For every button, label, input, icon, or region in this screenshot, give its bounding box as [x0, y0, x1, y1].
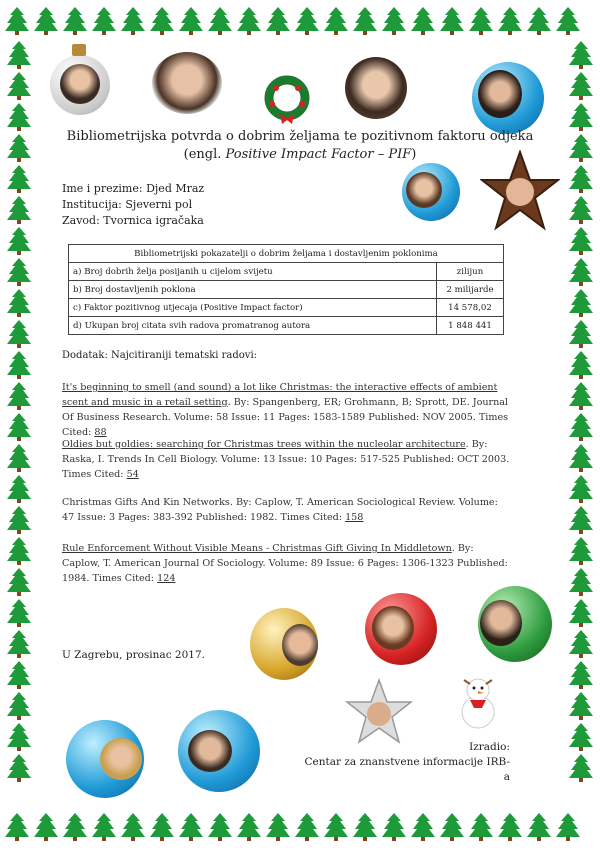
tree-icon	[294, 812, 320, 842]
tree-icon	[265, 6, 291, 36]
tree-icon	[236, 812, 262, 842]
tree-icon	[4, 6, 30, 36]
times-cited-link[interactable]: 124	[157, 573, 176, 584]
tree-icon	[323, 6, 349, 36]
avatar	[372, 606, 414, 650]
table-row: b) Broj dostavljenih poklona 2 milijarde	[69, 281, 504, 299]
avatar	[60, 64, 100, 104]
tree-icon	[568, 443, 594, 473]
department-label: Zavod:	[62, 214, 100, 227]
made-by-label: Izradio:	[469, 741, 510, 753]
table-row: a) Broj dobrih želja posijanih u cijelom svijetu zilijun	[69, 263, 504, 281]
department-value: Tvornica igračaka	[103, 214, 204, 227]
tree-icon	[439, 812, 465, 842]
table-header: Bibliometrijski pokazatelji o dobrim željama i dostavljenim poklonima	[69, 245, 504, 263]
tree-icon	[568, 691, 594, 721]
recipient-info	[62, 181, 204, 229]
tree-icon	[6, 226, 32, 256]
tree-icon	[91, 812, 117, 842]
tree-icon	[468, 812, 494, 842]
appendix-note: Dodatak: Najcitiraniji tematski radovi:	[62, 350, 258, 361]
tree-icon	[352, 6, 378, 36]
reference-link[interactable]: It's beginning to smell (and sound) a lot like Christmas: the interactive effects of ambient scent and music in a retail setting	[62, 382, 498, 408]
tree-icon	[33, 812, 59, 842]
tree-icon	[568, 629, 594, 659]
tree-icon	[6, 660, 32, 690]
tree-icon	[6, 753, 32, 783]
reference-item: It's beginning to smell (and sound) a lot like Christmas: the interactive effects of ambient scent and music in a retail setting. By: Spangenberg, ER; Grohmann, B; Sprott, DE. Journal Of Business Research. Volume: 58 Issue: 11 Pages: 1583-1589 Published: NOV 2005. Times Cited: 88	[62, 382, 509, 438]
avatar	[478, 70, 522, 118]
institution-value: Sjeverni pol	[125, 198, 193, 211]
reference-link[interactable]: Oldies but goldies: searching for Christmas trees within the nucleolar architecture	[62, 439, 466, 450]
tree-icon	[352, 812, 378, 842]
tree-icon	[323, 812, 349, 842]
avatar	[345, 57, 407, 119]
tree-icon	[6, 381, 32, 411]
title-line-2: (engl. Positive Impact Factor – PIF)	[183, 147, 417, 162]
tree-icon	[207, 812, 233, 842]
tree-icon	[526, 6, 552, 36]
tree-icon	[568, 350, 594, 380]
table-row: c) Faktor pozitivnog utjecaja (Positive Impact factor) 14 578,02	[69, 299, 504, 317]
tree-icon	[6, 412, 32, 442]
reference-item: Oldies but goldies: searching for Christmas trees within the nucleolar architecture. By: Raska, I. Trends In Cell Biology. Volume: 13 Issue: 10 Pages: 517-525 Published: OCT 2003. Times Cited: 54	[62, 439, 510, 480]
tree-icon	[294, 6, 320, 36]
tree-icon	[6, 629, 32, 659]
tree-icon	[568, 722, 594, 752]
tree-icon	[468, 6, 494, 36]
tree-icon	[6, 474, 32, 504]
times-cited-link[interactable]: 54	[126, 469, 139, 480]
tree-icon	[120, 6, 146, 36]
tree-icon	[62, 812, 88, 842]
tree-icon	[178, 6, 204, 36]
tree-icon	[568, 71, 594, 101]
avatar	[406, 172, 442, 208]
tree-icon	[568, 753, 594, 783]
tree-icon	[6, 195, 32, 225]
reference-link[interactable]: Rule Enforcement Without Visible Means - Christmas Gift Giving In Middletown	[62, 543, 452, 554]
tree-icon	[6, 133, 32, 163]
tree-icon	[6, 71, 32, 101]
title-line-1: Bibliometrijska potvrda o dobrim željama te pozitivnom faktoru odjeka	[66, 129, 534, 144]
tree-icon	[6, 536, 32, 566]
tree-icon	[568, 381, 594, 411]
tree-icon	[62, 6, 88, 36]
tree-icon	[568, 288, 594, 318]
tree-icon	[410, 6, 436, 36]
tree-icon	[6, 40, 32, 70]
tree-icon	[568, 133, 594, 163]
tree-icon	[568, 598, 594, 628]
tree-icon	[6, 288, 32, 318]
avatar	[188, 730, 232, 772]
made-by	[300, 740, 510, 785]
tree-icon	[497, 6, 523, 36]
tree-icon	[207, 6, 233, 36]
name-value: Djed Mraz	[146, 182, 205, 195]
tree-icon	[568, 102, 594, 132]
tree-icon	[568, 226, 594, 256]
page-title	[60, 128, 540, 164]
tree-icon	[381, 812, 407, 842]
tree-icon	[439, 6, 465, 36]
tree-icon	[6, 102, 32, 132]
tree-icon	[568, 257, 594, 287]
tree-icon	[381, 6, 407, 36]
star-ornament-icon	[345, 678, 413, 746]
avatar	[152, 52, 222, 114]
tree-icon	[33, 6, 59, 36]
avatar	[282, 624, 318, 666]
place-date: U Zagrebu, prosinac 2017.	[62, 649, 205, 661]
times-cited-link[interactable]: 88	[94, 427, 107, 438]
ornament-cap	[72, 44, 86, 56]
tree-icon	[568, 319, 594, 349]
tree-icon	[497, 812, 523, 842]
tree-icon	[6, 319, 32, 349]
tree-icon	[6, 598, 32, 628]
tree-icon	[526, 812, 552, 842]
tree-icon	[568, 40, 594, 70]
tree-icon	[568, 567, 594, 597]
times-cited-link[interactable]: 158	[345, 512, 364, 523]
tree-icon	[6, 443, 32, 473]
tree-icon	[568, 505, 594, 535]
tree-icon	[6, 505, 32, 535]
tree-icon	[4, 812, 30, 842]
institution-label: Institucija:	[62, 198, 122, 211]
title-italic: Positive Impact Factor – PIF	[225, 147, 412, 162]
reference-item: Christmas Gifts And Kin Networks. By: Caplow, T. American Sociological Review. Volume: 47 Issue: 3 Pages: 383-392 Published: 1982. Times Cited: 158	[62, 497, 498, 523]
reference-item: Rule Enforcement Without Visible Means - Christmas Gift Giving In Middletown. By: Caplow, T. American Journal Of Sociology. Volume: 89 Issue: 6 Pages: 1306-1323 Published: 1984. Times Cited: 124	[62, 543, 508, 584]
tree-icon	[120, 812, 146, 842]
tree-icon	[6, 257, 32, 287]
tree-icon	[178, 812, 204, 842]
wreath-icon	[262, 74, 312, 126]
tree-icon	[568, 195, 594, 225]
tree-icon	[568, 412, 594, 442]
tree-icon	[568, 536, 594, 566]
tree-icon	[6, 567, 32, 597]
tree-icon	[6, 691, 32, 721]
name-label: Ime i prezime:	[62, 182, 143, 195]
tree-icon	[149, 6, 175, 36]
table-row: d) Ukupan broj citata svih radova promatranog autora 1 848 441	[69, 317, 504, 335]
tree-icon	[410, 812, 436, 842]
tree-icon	[236, 6, 262, 36]
tree-icon	[6, 722, 32, 752]
tree-icon	[91, 6, 117, 36]
tree-icon	[568, 474, 594, 504]
tree-icon	[568, 660, 594, 690]
made-by-value: Centar za znanstvene informacije IRB-a	[304, 756, 510, 783]
tree-icon	[265, 812, 291, 842]
snowman-icon	[456, 672, 500, 730]
tree-icon	[6, 164, 32, 194]
indicators-table	[68, 244, 504, 335]
tree-icon	[149, 812, 175, 842]
tree-icon	[555, 812, 581, 842]
avatar	[100, 738, 142, 780]
tree-icon	[6, 350, 32, 380]
tree-icon	[568, 164, 594, 194]
avatar	[480, 600, 522, 646]
tree-icon	[555, 6, 581, 36]
